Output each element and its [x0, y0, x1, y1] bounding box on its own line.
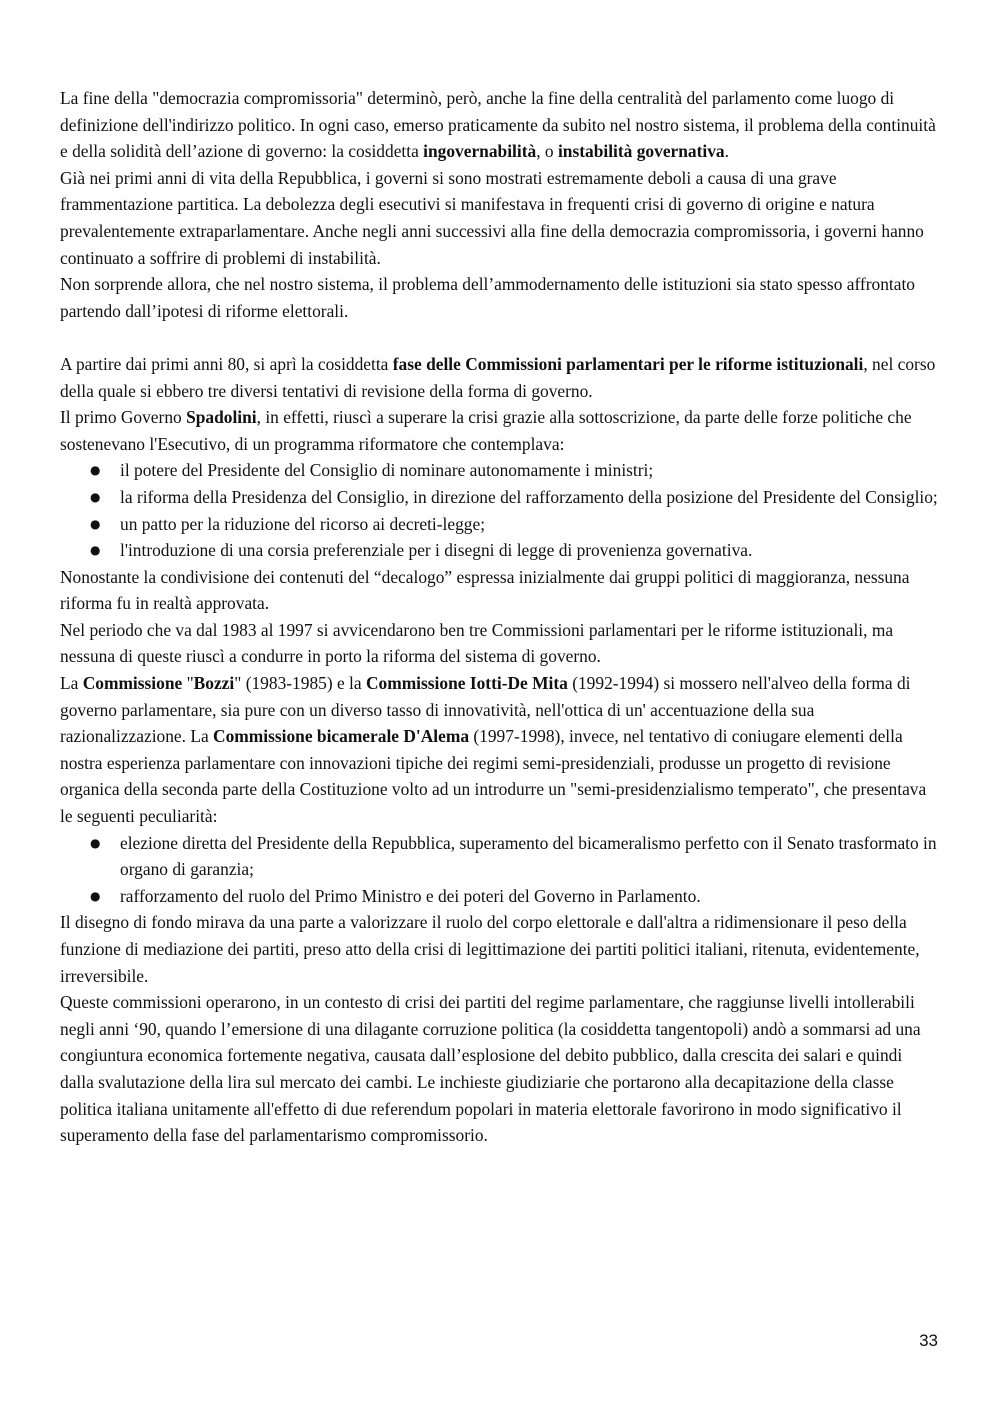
bold-term: Spadolini: [186, 407, 257, 428]
paragraph-10: Queste commissioni operarono, in un contesto di crisi dei partiti del regime parlamentare, che raggiunse livelli intollerabili negli anni ‘90, quando l’emersione di una dilagante corruzione politica (la cosiddetta tangentopoli) andò a sommarsi ad una congiuntura economica fortemente negativa, causata dall’esplosione del debito pubblico, dalla crescita dei salari e quindi dalla svalutazione della lira sul mercato dei cambi. Le inchieste giudiziarie che portarono alla decapitazione della classe politica italiana unitamente all'effetto di due referendum popolari in materia elettorale favorirono in modo significativo il superamento della fase del parlamentarismo compromissorio.: [60, 992, 921, 1146]
paragraph-8: [60, 670, 940, 830]
paragraph-6: Nonostante la condivisione dei contenuti del “decalogo” espressa inizialmente dai gruppi politici di maggioranza, nessuna riforma fu in realtà approvata.: [60, 566, 910, 614]
text-run: La fine della "democrazia compromissoria" determinò, però, anche la fine della centralità del parlamento come luogo di definizione dell'indirizzo politico. In ogni caso, emerso praticamente da subito nel nostro sistema, il problema della continuità e della solidità dell’azione di governo: la cosiddetta: [60, 88, 936, 162]
bold-term: Commissione bicamerale D'Alema: [213, 726, 470, 747]
text-run: (1997-1998), invece, nel tentativo di coniugare elementi della nostra esperienza parlamentare con innovazioni tipiche dei regimi semi-presidenziali, produsse un progetto di revisione organica della seconda parte della Costituzione volto ad un introdurre un "semi-presidenzialismo temperato", che presentava le seguenti peculiarità:: [60, 726, 927, 827]
list-item: ● elezione diretta del Presidente della Repubblica, superamento del bicameralismo perfetto con il Senato trasformato in organo di garanzia;: [120, 830, 940, 883]
document-body: [60, 85, 940, 1149]
text-run: (1992-1994) si mossero nell'alveo della forma di governo parlamentare, sia pure con un diverso tasso di innovatività, nell'ottica di un' accentuazione della sua razionalizzazione. La: [60, 673, 911, 747]
text-run: " (1983-1985) e la: [234, 673, 366, 694]
bullet-list-1: [60, 457, 940, 563]
text-run: , o: [536, 141, 558, 162]
text-run: , in effetti, riuscì a superare la crisi grazie alla sottoscrizione, da parte delle forze politiche che sostenevano l'Esecutivo, di un programma riformatore che contemplava:: [60, 407, 912, 454]
text-run: .: [724, 141, 729, 162]
bold-term: fase delle Commissioni parlamentari per le riforme istituzionali: [392, 353, 864, 374]
bullet-list-2: [60, 830, 940, 910]
bold-term: Bozzi: [193, 673, 235, 694]
text-run: Il primo Governo: [60, 407, 187, 428]
page-number: 33: [919, 1331, 938, 1350]
paragraph-1: [60, 85, 940, 165]
paragraph-4: [60, 351, 940, 404]
paragraph-7: Nel periodo che va dal 1983 al 1997 si avvicendarono ben tre Commissioni parlamentari per le riforme istituzionali, ma nessuna di queste riuscì a condurre in porto la riforma del sistema di governo.: [60, 619, 894, 667]
paragraph-9: Il disegno di fondo mirava da una parte a valorizzare il ruolo del corpo elettorale e dall'altra a ridimensionare il peso della funzione di mediazione dei partiti, preso atto della crisi di legittimazione dei partiti politici italiani, ritenuta, evidentemente, irreversibile.: [60, 912, 920, 986]
paragraph-2: Già nei primi anni di vita della Repubblica, i governi si sono mostrati estremamente deboli a causa di una grave frammentazione partitica. La debolezza degli esecutivi si manifestava in frequenti crisi di governo di origine e natura prevalentemente extraparlamentare. Anche negli anni successivi alla fine della democrazia compromissoria, i governi hanno continuato a soffrire di problemi di instabilità.: [60, 167, 924, 268]
bold-term: ingovernabilità: [423, 141, 537, 162]
paragraph-5: [60, 404, 940, 457]
bold-term: Commissione Iotti-De Mita: [365, 673, 568, 694]
bold-term: instabilità governativa: [557, 141, 725, 162]
list-item: ● l'introduzione di una corsia preferenziale per i disegni di legge di provenienza governativa.: [120, 537, 940, 564]
list-item: ● la riforma della Presidenza del Consiglio, in direzione del rafforzamento della posizione del Presidente del Consiglio;: [120, 484, 940, 511]
text-run: ": [182, 673, 194, 694]
text-run: A partire dai primi anni 80, si aprì la cosiddetta: [60, 353, 393, 374]
bold-term: Commissione: [82, 673, 183, 694]
list-item: ● il potere del Presidente del Consiglio di nominare autonomamente i ministri;: [120, 457, 940, 484]
paragraph-3: Non sorprende allora, che nel nostro sistema, il problema dell’ammodernamento delle istituzioni sia stato spesso affrontato partendo dall’ipotesi di riforme elettorali.: [60, 274, 915, 321]
list-item: ● un patto per la riduzione del ricorso ai decreti-legge;: [120, 511, 940, 538]
paragraph-gap: [60, 324, 940, 351]
text-run: , nel corso della quale si ebbero tre diversi tentativi di revisione della forma di governo.: [60, 353, 936, 401]
list-item: ● rafforzamento del ruolo del Primo Ministro e dei poteri del Governo in Parlamento.: [120, 883, 940, 910]
text-run: La: [60, 673, 83, 694]
